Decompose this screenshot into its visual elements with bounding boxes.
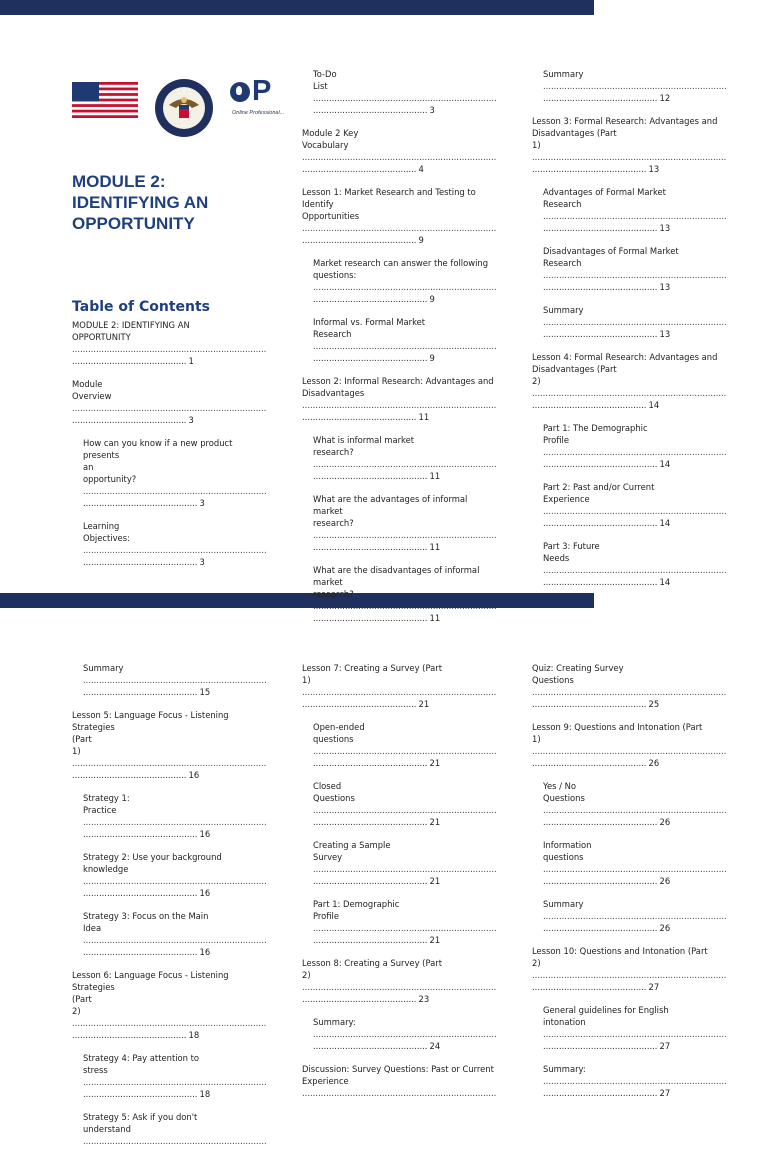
toc-entry-title: Discussion: Survey Questions: Past or Current Experience xyxy=(302,1064,494,1086)
toc-entry[interactable] xyxy=(543,186,726,234)
toc-page-number: ..... 21 xyxy=(313,757,496,769)
toc-leader-dots xyxy=(313,863,496,875)
toc-leader-dots xyxy=(83,1135,266,1147)
toc-leader-dots xyxy=(83,816,266,828)
toc-page-number: ..... 11 xyxy=(313,470,496,482)
toc-page-number: ..... 16 xyxy=(72,769,266,781)
toc-entry-title: Summary xyxy=(543,69,584,79)
toc-leader-dots xyxy=(72,757,266,769)
toc-page-number: ..... 4 xyxy=(302,163,496,175)
toc-page-number: ..... 16 xyxy=(83,887,266,899)
toc-entry[interactable] xyxy=(543,304,726,340)
toc-entry[interactable] xyxy=(543,245,726,293)
toc-leader-dots xyxy=(83,875,266,887)
toc-leader-dots xyxy=(302,399,496,411)
toc-page-number: ..... 9 xyxy=(302,234,496,246)
toc-page-number: ..... 26 xyxy=(543,875,726,887)
toc-leader-dots xyxy=(302,686,496,698)
toc-leader-dots xyxy=(313,804,496,816)
toc-entry-title: Part 2: Past and/or Current Experience xyxy=(543,482,655,504)
toc-page-number: ..... 13 xyxy=(543,328,726,340)
toc-entry-title: Strategy 2: Use your background knowledge xyxy=(83,852,222,874)
toc-entry-title: Summary xyxy=(543,305,584,315)
logo-row xyxy=(72,78,298,150)
toc-leader-dots xyxy=(543,316,726,328)
header-band-top xyxy=(0,0,594,15)
toc-page-number: ..... 26 xyxy=(543,922,726,934)
toc-leader-dots xyxy=(313,922,496,934)
toc-leader-dots xyxy=(83,674,266,686)
toc-entry-title: What is informal market research? xyxy=(313,435,415,457)
toc-leader-dots xyxy=(302,1087,496,1099)
toc-page-number: ..... 18 xyxy=(83,1088,266,1100)
toc-leader-dots xyxy=(313,600,496,612)
toc-entry-title: Market research can answer the following questions: xyxy=(313,258,489,280)
toc-entry-title: Strategy 1: Practice xyxy=(83,793,130,815)
toc-leader-dots xyxy=(543,446,726,458)
toc-entry-title: Closed Questions xyxy=(313,781,355,803)
toc-entry-title: Module 2 Key Vocabulary xyxy=(302,128,359,150)
toc-leader-dots xyxy=(543,804,726,816)
toc-entry-title: Strategy 3: Focus on the Main Idea xyxy=(83,911,209,933)
toc-entry[interactable] xyxy=(543,481,726,529)
toc-entry-title: Strategy 4: Pay attention to stress xyxy=(83,1053,200,1075)
toc-leader-dots xyxy=(543,1075,726,1087)
toc-entry-title: Disadvantages of Formal Market Research xyxy=(543,246,679,268)
toc-page-number: ..... 3 xyxy=(313,104,496,116)
toc-entry[interactable] xyxy=(313,1016,496,1052)
toc-leader-dots xyxy=(313,340,496,352)
toc-column-3 xyxy=(532,68,726,599)
toc-leader-dots xyxy=(532,387,726,399)
toc-entry[interactable] xyxy=(543,898,726,934)
toc-entry[interactable] xyxy=(532,721,726,769)
toc-leader-dots xyxy=(313,1028,496,1040)
toc-page-number: ..... 26 xyxy=(532,757,726,769)
toc-page-number: ..... 24 xyxy=(313,1040,496,1052)
toc-entry-title: Summary xyxy=(543,899,584,909)
toc-entry-title: Learning Objectives: xyxy=(83,521,130,543)
toc-page-number: ..... 14 xyxy=(543,576,726,588)
toc-entry-title: Lesson 8: Creating a Survey (Part 2) xyxy=(302,958,442,980)
toc-entry-title: Quiz: Creating Survey Questions xyxy=(532,663,624,685)
toc-leader-dots xyxy=(83,934,266,946)
toc-column-5 xyxy=(302,662,496,1110)
toc-heading: Table of Contents xyxy=(72,299,211,315)
toc-entry[interactable] xyxy=(72,969,266,1041)
toc-page-number: ..... 3 xyxy=(72,414,266,426)
us-flag-icon xyxy=(72,82,138,118)
toc-entry[interactable] xyxy=(543,839,726,887)
toc-leader-dots xyxy=(72,343,266,355)
toc-entry-title: Open-ended questions xyxy=(313,722,365,744)
toc-leader-dots xyxy=(302,981,496,993)
toc-entry-title: To-Do List xyxy=(313,69,337,91)
toc-entry[interactable] xyxy=(83,792,266,840)
globe-icon xyxy=(230,82,250,102)
toc-page-number: ..... 16 xyxy=(83,946,266,958)
toc-leader-dots xyxy=(302,222,496,234)
toc-entry[interactable] xyxy=(543,68,726,104)
toc-entry[interactable] xyxy=(543,780,726,828)
toc-entry-title: General guidelines for English intonation xyxy=(543,1005,669,1027)
toc-entry[interactable] xyxy=(83,1052,266,1100)
toc-entry[interactable] xyxy=(543,1004,726,1052)
toc-entry-title: Information questions xyxy=(543,840,592,862)
toc-entry-title: Lesson 7: Creating a Survey (Part 1) xyxy=(302,663,442,685)
toc-entry-title: Summary: xyxy=(543,1064,586,1074)
toc-entry-title: What are the advantages of informal market research? xyxy=(313,494,468,528)
toc-column-2 xyxy=(302,68,496,635)
toc-page-number: ..... 11 xyxy=(313,612,496,624)
toc-entry-title: Module Overview xyxy=(72,379,112,401)
toc-entry[interactable] xyxy=(313,898,496,946)
toc-leader-dots xyxy=(313,281,496,293)
toc-entry[interactable] xyxy=(543,422,726,470)
toc-leader-dots xyxy=(532,686,726,698)
toc-entry[interactable] xyxy=(313,316,496,364)
toc-entry-title: Summary: xyxy=(313,1017,356,1027)
toc-leader-dots xyxy=(543,910,726,922)
toc-leader-dots xyxy=(313,458,496,470)
toc-leader-dots xyxy=(543,564,726,576)
toc-entry[interactable] xyxy=(302,127,496,175)
toc-page-number: ..... 26 xyxy=(543,816,726,828)
toc-entry[interactable] xyxy=(83,851,266,899)
toc-entry[interactable] xyxy=(532,945,726,993)
toc-entry[interactable] xyxy=(313,493,496,553)
toc-entry-title: Part 1: Demographic Profile xyxy=(313,899,400,921)
toc-leader-dots xyxy=(83,485,266,497)
toc-leader-dots xyxy=(543,269,726,281)
toc-page-number: ..... 15 xyxy=(83,686,266,698)
toc-entry[interactable] xyxy=(72,319,266,367)
toc-page-number: ..... 12 xyxy=(543,92,726,104)
toc-entry-title: Lesson 3: Formal Research: Advantages and Disadvantages (Part 1) xyxy=(532,116,718,150)
toc-leader-dots xyxy=(83,544,266,556)
toc-entry[interactable] xyxy=(83,437,266,509)
toc-entry[interactable] xyxy=(532,662,726,710)
toc-page-number: ..... 21 xyxy=(313,934,496,946)
toc-page-number: ..... 18 xyxy=(72,1029,266,1041)
toc-entry[interactable] xyxy=(543,1063,726,1099)
toc-page-number: ..... 11 xyxy=(313,541,496,553)
toc-entry[interactable] xyxy=(313,780,496,828)
toc-leader-dots xyxy=(72,402,266,414)
toc-entry[interactable] xyxy=(543,540,726,588)
toc-entry[interactable] xyxy=(532,351,726,411)
toc-entry[interactable] xyxy=(302,957,496,1005)
toc-entry[interactable] xyxy=(313,721,496,769)
toc-entry-title: Yes / No Questions xyxy=(543,781,585,803)
toc-page-number: ..... 27 xyxy=(532,981,726,993)
toc-entry[interactable] xyxy=(313,68,496,116)
toc-entry[interactable] xyxy=(72,378,266,426)
toc-page-number: ..... 1 xyxy=(72,355,266,367)
opel-letters: P xyxy=(252,78,272,107)
toc-entry[interactable] xyxy=(532,115,726,175)
toc-entry-title: Lesson 10: Questions and Intonation (Part 2) xyxy=(532,946,708,968)
toc-entry[interactable] xyxy=(302,375,496,423)
toc-leader-dots xyxy=(313,92,496,104)
toc-entry[interactable] xyxy=(83,1111,266,1147)
toc-leader-dots xyxy=(302,151,496,163)
toc-page-number: ..... 9 xyxy=(313,293,496,305)
toc-leader-dots xyxy=(543,210,726,222)
toc-leader-dots xyxy=(83,1076,266,1088)
toc-entry-title: Informal vs. Formal Market Research xyxy=(313,317,426,339)
toc-leader-dots xyxy=(313,529,496,541)
toc-page-number: ..... 21 xyxy=(313,875,496,887)
toc-leader-dots xyxy=(543,863,726,875)
toc-entry[interactable] xyxy=(72,709,266,781)
toc-page-number: ..... 13 xyxy=(543,281,726,293)
toc-entry-title: Lesson 2: Informal Research: Advantages and Disadvantages xyxy=(302,376,494,398)
toc-column-6 xyxy=(532,662,726,1110)
toc-page-number: ..... 11 xyxy=(302,411,496,423)
toc-leader-dots xyxy=(543,1028,726,1040)
toc-page-number: ..... 23 xyxy=(302,993,496,1005)
opel-tagline: Online Professional... xyxy=(232,110,285,116)
toc-leader-dots xyxy=(532,745,726,757)
toc-entry[interactable] xyxy=(313,564,496,624)
toc-entry-title: Lesson 9: Questions and Intonation (Part 1) xyxy=(532,722,703,744)
toc-leader-dots xyxy=(313,745,496,757)
toc-entry[interactable] xyxy=(313,434,496,482)
header-band-page-two xyxy=(0,593,594,608)
toc-page-number: ..... 27 xyxy=(543,1040,726,1052)
toc-entry-title: How can you know if a new product presents an opportunity? xyxy=(83,438,233,484)
toc-entry-title: Lesson 5: Language Focus - Listening Strategies (Part 1) xyxy=(72,710,229,756)
toc-entry-title: Creating a Sample Survey xyxy=(313,840,391,862)
toc-page-number: ..... 25 xyxy=(532,698,726,710)
toc-page-number: ..... 3 xyxy=(83,497,266,509)
toc-entry[interactable] xyxy=(313,257,496,305)
toc-entry[interactable] xyxy=(302,186,496,246)
toc-page-number: ..... 13 xyxy=(532,163,726,175)
toc-page-number: ..... 21 xyxy=(313,816,496,828)
toc-page-number: ..... 14 xyxy=(532,399,726,411)
toc-entry-title: Lesson 1: Market Research and Testing to Identify Opportunities xyxy=(302,187,476,221)
toc-leader-dots xyxy=(72,1017,266,1029)
toc-entry-title: Part 1: The Demographic Profile xyxy=(543,423,648,445)
toc-entry[interactable] xyxy=(83,662,266,698)
toc-entry-title: What are the disadvantages of informal market research? xyxy=(313,565,480,599)
toc-leader-dots xyxy=(532,969,726,981)
toc-entry[interactable] xyxy=(83,910,266,958)
toc-entry[interactable] xyxy=(302,662,496,710)
toc-entry-title: Lesson 4: Formal Research: Advantages and Disadvantages (Part 2) xyxy=(532,352,718,386)
toc-entry[interactable] xyxy=(302,1063,496,1099)
module-title: MODULE 2: IDENTIFYING AN OPPORTUNITY xyxy=(72,172,209,233)
toc-entry[interactable] xyxy=(313,839,496,887)
toc-page-number: ..... 14 xyxy=(543,517,726,529)
department-of-state-seal-icon xyxy=(154,78,214,138)
toc-page-number: ..... 14 xyxy=(543,458,726,470)
toc-column-4 xyxy=(72,662,266,1158)
toc-entry[interactable] xyxy=(83,520,266,568)
toc-page-number: ..... 9 xyxy=(313,352,496,364)
toc-page-number: ..... 3 xyxy=(83,556,266,568)
toc-page-number: ..... 27 xyxy=(543,1087,726,1099)
toc-entry-title: MODULE 2: IDENTIFYING AN OPPORTUNITY xyxy=(72,320,190,342)
toc-entry-title: Strategy 5: Ask if you don't understand xyxy=(83,1112,198,1134)
toc-entry-title: Lesson 6: Language Focus - Listening Strategies (Part 2) xyxy=(72,970,229,1016)
toc-entry-title: Part 3: Future Needs xyxy=(543,541,600,563)
toc-leader-dots xyxy=(543,80,726,92)
toc-entry-title: Summary xyxy=(83,663,124,673)
toc-leader-dots xyxy=(532,151,726,163)
toc-page-number: ..... 16 xyxy=(83,828,266,840)
toc-column-1 xyxy=(72,319,266,579)
toc-entry-title: Advantages of Formal Market Research xyxy=(543,187,666,209)
opel-logo xyxy=(230,80,298,130)
toc-page-number: ..... 21 xyxy=(302,698,496,710)
toc-page-number: ..... 13 xyxy=(543,222,726,234)
toc-leader-dots xyxy=(543,505,726,517)
